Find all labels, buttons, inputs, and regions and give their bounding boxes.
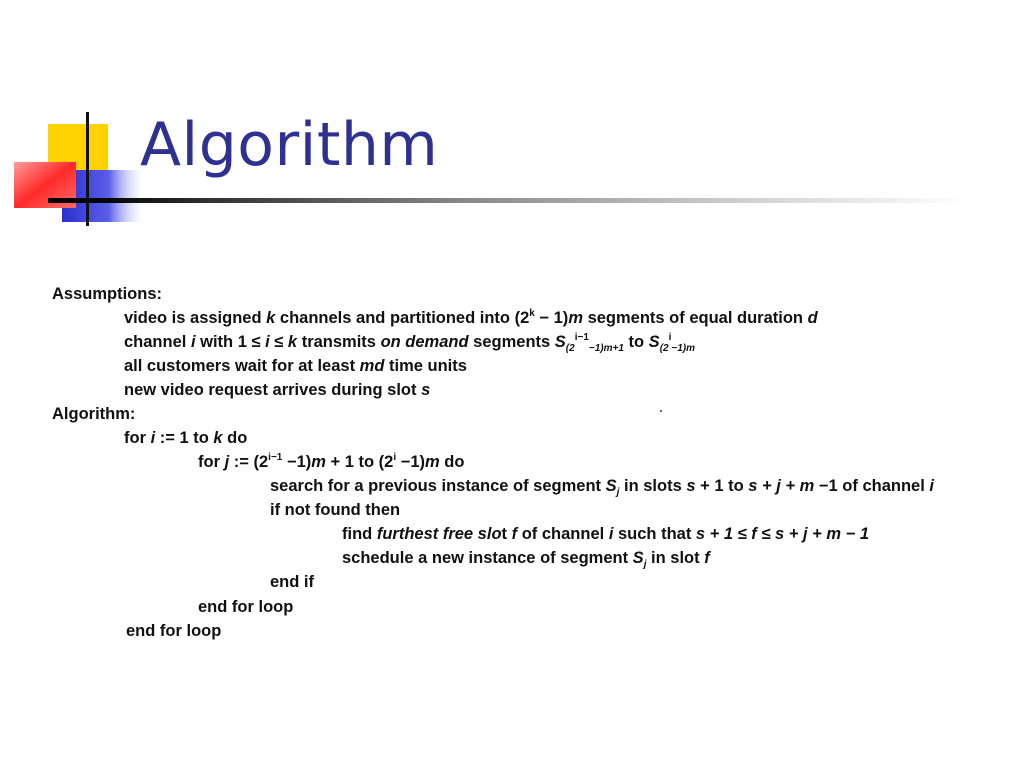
outer-for-line: for i := 1 to k do (124, 429, 248, 447)
inner-for-line: for j := $(2^{i-1} -1)m + 1$ to $(2^i -1)m$ do (198, 452, 465, 471)
if-line: if not found then (270, 501, 401, 519)
assumption-1: video is assigned k channels and partitioned into $(2^k - 1)m$ segments of equal duration d (124, 308, 818, 327)
assumption-4: new video request arrives during slot s (124, 381, 431, 399)
search-line: search for a previous instance of segment $S_j$ in slots s + 1 to s + j + m −1 of channel i (270, 477, 934, 498)
schedule-line: schedule a new instance of segment $S_j$ in slot f (342, 549, 710, 570)
end-if-line: end if (270, 573, 314, 591)
inner-end-for-line: end for loop (198, 598, 294, 616)
assumptions-heading: Assumptions: (52, 285, 163, 303)
slide-title: Algorithm (140, 110, 439, 180)
outer-end-for-line: end for loop (126, 622, 222, 640)
algorithm-heading: Algorithm: (52, 405, 136, 423)
assumption-2: channel i with 1 ≤ i ≤ k transmits on demand segments $S_{(2}^{i-1}_{-1)m+1}$ to $S_{(2}^i_{-1)m}$ (124, 332, 695, 354)
assumption-3: all customers wait for at least md time units (124, 357, 467, 375)
find-line: find furthest free slot f of channel i such that s + 1 ≤ f ≤ s + j + m − 1 (342, 525, 870, 543)
stray-dot (660, 410, 662, 412)
